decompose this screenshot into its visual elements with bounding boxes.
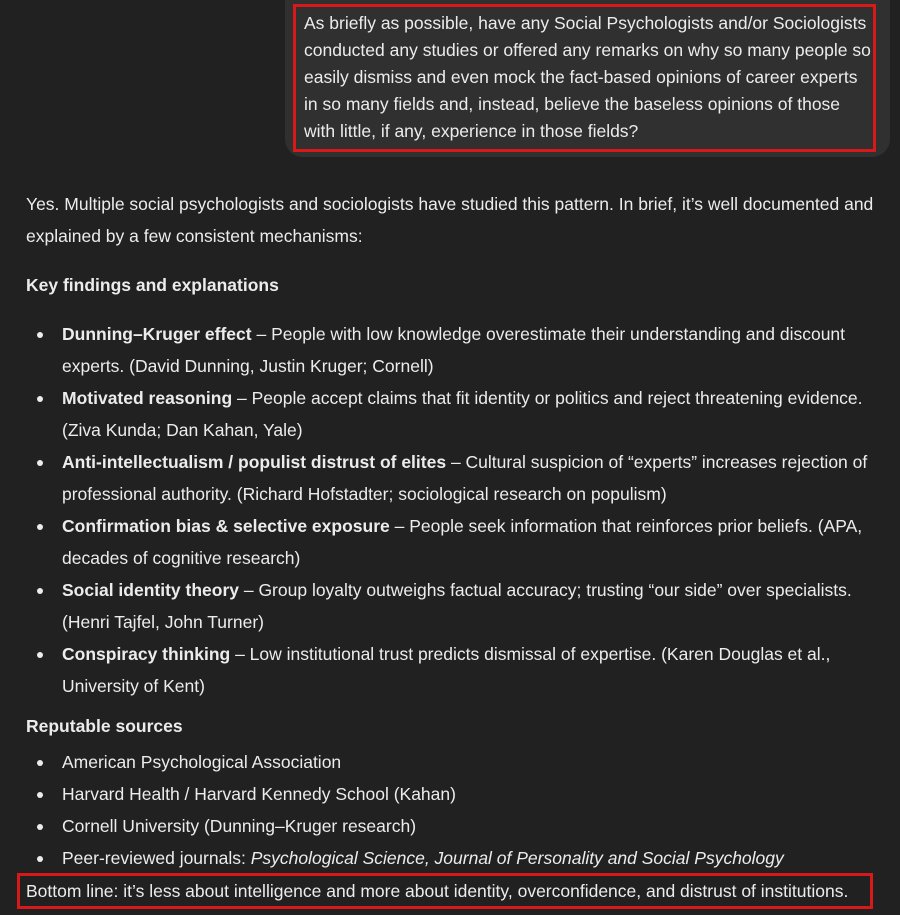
findings-heading: Key findings and explanations bbox=[26, 275, 279, 295]
finding-detail: – Cultural suspicion of “experts” increases rejection of professional authority. (Richard Hofstadter; sociological research on populism) bbox=[62, 452, 868, 504]
sources-list bbox=[26, 746, 892, 874]
finding-detail: – People seek information that reinforces prior beliefs. (APA, decades of cognitive research) bbox=[62, 516, 863, 568]
finding-title: Conspiracy thinking bbox=[62, 644, 231, 664]
list-item bbox=[26, 510, 892, 574]
answer-intro: Yes. Multiple social psychologists and sociologists have studied this pattern. In brief, it’s well documented and explained by a few consistent mechanisms: bbox=[26, 194, 874, 246]
list-item bbox=[26, 382, 892, 446]
user-message-text: As briefly as possible, have any Social Psychologists and/or Sociologists conducted any studies or offered any remarks on why so many people so easily dismiss and even mock the fact-based opinions of career experts in so many fields and, instead, believe the baseless opinions of those with little, if any, experience in those fields? bbox=[304, 13, 871, 141]
finding-detail: – Group loyalty outweighs factual accuracy; trusting “our side” over specialists. (Henri Tajfel, John Turner) bbox=[62, 580, 852, 632]
assistant-answer bbox=[26, 188, 892, 884]
list-item bbox=[26, 842, 892, 874]
sources-heading: Reputable sources bbox=[26, 716, 183, 736]
list-item bbox=[26, 638, 892, 702]
bottom-line-text: Bottom line: it’s less about intelligence and more about identity, overconfidence, and distrust of institutions. bbox=[26, 881, 849, 901]
finding-title: Anti-intellectualism / populist distrust of elites bbox=[62, 452, 447, 472]
list-item bbox=[26, 446, 892, 510]
list-item: Cornell University (Dunning–Kruger research) bbox=[26, 810, 892, 842]
list-item bbox=[26, 318, 892, 382]
finding-detail: – Low institutional trust predicts dismissal of expertise. (Karen Douglas et al., University of Kent) bbox=[62, 644, 831, 696]
list-item: Harvard Health / Harvard Kennedy School (Kahan) bbox=[26, 778, 892, 810]
list-item: American Psychological Association bbox=[26, 746, 892, 778]
finding-title: Motivated reasoning bbox=[62, 388, 233, 408]
journals-prefix: Peer-reviewed journals: bbox=[62, 848, 251, 868]
finding-title: Dunning–Kruger effect bbox=[62, 324, 252, 344]
finding-title: Social identity theory bbox=[62, 580, 239, 600]
list-item bbox=[26, 574, 892, 638]
finding-detail: – People accept claims that fit identity or politics and reject threatening evidence. (Ziva Kunda; Dan Kahan, Yale) bbox=[62, 388, 863, 440]
finding-detail: – People with low knowledge overestimate their understanding and discount experts. (David Dunning, Justin Kruger; Cornell) bbox=[62, 324, 846, 376]
journals-names: Psychological Science, Journal of Personality and Social Psychology bbox=[250, 848, 784, 868]
findings-list bbox=[26, 318, 892, 702]
finding-title: Confirmation bias & selective exposure bbox=[62, 516, 390, 536]
